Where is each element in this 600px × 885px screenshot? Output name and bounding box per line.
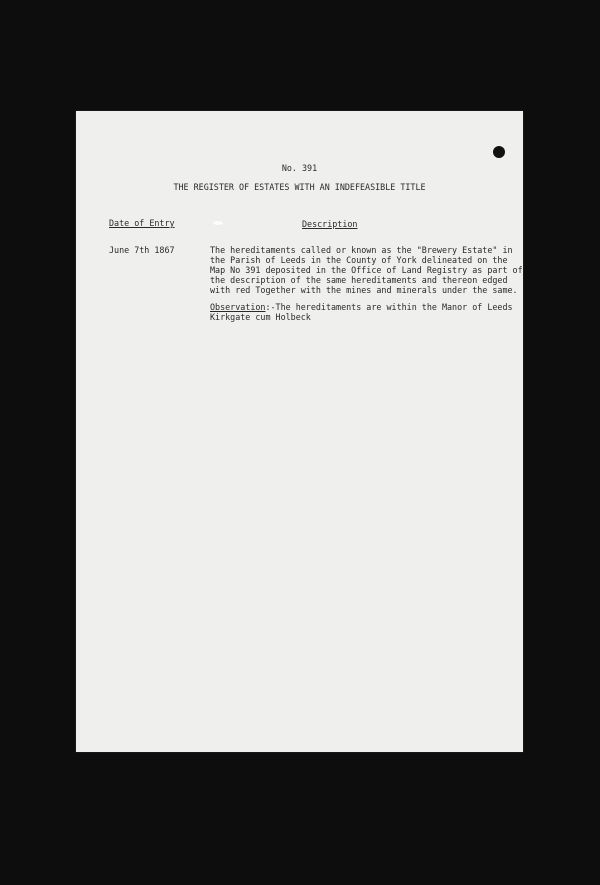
- register-number: No. 391: [281, 163, 318, 173]
- register-page: [76, 111, 523, 752]
- description-line: the description of the same hereditaments and thereon edged: [210, 275, 508, 285]
- date-of-entry-header: Date of Entry: [109, 218, 175, 228]
- entry-date: June 7th 1867: [109, 245, 175, 255]
- description-line: with red Together with the mines and minerals under the same.: [210, 285, 518, 295]
- observation-line-1: [210, 302, 513, 312]
- observation-label: Observation: [210, 302, 266, 312]
- observation-line-2: Kirkgate cum Holbeck: [210, 312, 311, 322]
- observation-text: :-The hereditaments are within the Manor of Leeds: [265, 302, 513, 312]
- description-header: Description: [302, 219, 358, 229]
- description-line: Map No 391 deposited in the Office of Land Registry as part of: [210, 265, 523, 275]
- punch-hole: [493, 146, 505, 158]
- register-title: THE REGISTER OF ESTATES WITH AN INDEFEASIBLE TITLE: [173, 182, 426, 192]
- description-line: the Parish of Leeds in the County of York delineated on the: [210, 255, 508, 265]
- description-line: The hereditaments called or known as the "Brewery Estate" in: [210, 245, 513, 255]
- paper-smudge: [213, 221, 223, 225]
- entry-description: [210, 245, 523, 295]
- observation: [210, 302, 513, 322]
